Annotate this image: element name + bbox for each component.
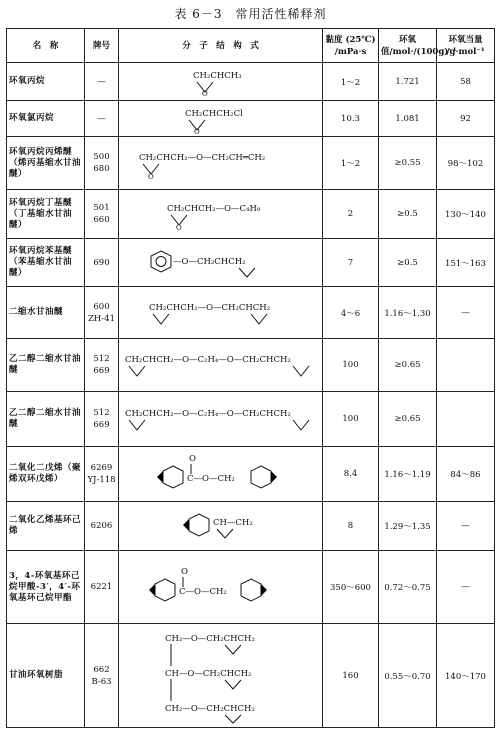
epoxide-ring-icon xyxy=(153,314,169,324)
epoxide-ring-icon xyxy=(225,645,241,654)
cell-epoxy-value: 1.16～1.30 xyxy=(379,287,437,339)
formula-text: CH₂CHCH₂—O—CH₂CHCH₂ xyxy=(148,302,270,313)
cell-equivalent: — xyxy=(437,551,495,624)
epoxide-ring-icon xyxy=(271,471,277,483)
cell-structure xyxy=(119,239,323,287)
structure-drawing xyxy=(121,562,321,612)
cell-code: 6221 xyxy=(85,551,119,624)
formula-text: CH₂—O—CH₂CHCH₂ xyxy=(164,703,255,714)
cell-epoxy-value: 1.29～1.35 xyxy=(379,502,437,551)
formula-text: C—O—CH₂ xyxy=(186,474,235,484)
table-row xyxy=(7,190,495,239)
cell-epoxy-value: 0.55～0.70 xyxy=(379,624,437,728)
header-epoxy-equivalent: 环氧当量 /g·mol⁻¹ xyxy=(437,29,495,63)
cell-structure xyxy=(119,63,323,101)
cell-structure xyxy=(119,287,323,339)
header-code: 牌号 xyxy=(85,29,119,63)
diluent-table xyxy=(6,28,495,728)
epoxide-ring-icon xyxy=(129,420,145,430)
cell-name: 二氧化乙烯基环己烯 xyxy=(7,502,85,551)
epoxide-ring-icon xyxy=(183,519,189,531)
cell-epoxy-value: ≥0.65 xyxy=(379,392,437,447)
cell-viscosity: 8 xyxy=(323,502,379,551)
structure-drawing xyxy=(121,103,321,135)
cell-viscosity: 100 xyxy=(323,392,379,447)
cell-code: 500 680 xyxy=(85,137,119,190)
cell-viscosity: 350～600 xyxy=(323,551,379,624)
cell-equivalent: 130～140 xyxy=(437,190,495,239)
table-row xyxy=(7,447,495,502)
cell-equivalent: 98～102 xyxy=(437,137,495,190)
cell-equivalent: — xyxy=(437,502,495,551)
cell-structure xyxy=(119,101,323,137)
cell-name: 二氧化二戊烯（聚烯双环戊烯） xyxy=(7,447,85,502)
table-row xyxy=(7,63,495,101)
cell-epoxy-value: 0.72～0.75 xyxy=(379,551,437,624)
cell-viscosity: 7 xyxy=(323,239,379,287)
cell-epoxy-value: ≥0.5 xyxy=(379,239,437,287)
cell-viscosity: 4～6 xyxy=(323,287,379,339)
cell-equivalent: 92 xyxy=(437,101,495,137)
benzene-ring-icon xyxy=(151,251,171,272)
cell-viscosity: 1～2 xyxy=(323,63,379,101)
cyclohexane-ring-icon xyxy=(189,514,209,536)
epoxide-ring-icon xyxy=(225,715,241,723)
cell-equivalent: 140～170 xyxy=(437,624,495,728)
cell-structure xyxy=(119,339,323,392)
benzene-circle-icon xyxy=(156,256,166,266)
cell-equivalent xyxy=(437,392,495,447)
cyclohexane-ring-icon xyxy=(163,466,183,488)
structure-drawing xyxy=(121,345,321,385)
cell-name: 环氧丙烷苯基醚（苯基缩水甘油醚） xyxy=(7,239,85,287)
cell-code: 512 669 xyxy=(85,339,119,392)
cell-code: — xyxy=(85,63,119,101)
cell-code: 512 669 xyxy=(85,392,119,447)
cell-code: 600 ZH-41 xyxy=(85,287,119,339)
formula-text: CH₂CHCH₂—O—C₂H₄—O—CH₂CHCH₂ xyxy=(124,409,291,419)
epoxide-ring-icon xyxy=(149,584,155,596)
cell-code: 6269 YJ-118 xyxy=(85,447,119,502)
epoxide-ring-icon xyxy=(225,680,241,689)
formula-text: CH₂—O—CH₂CHCH₂ xyxy=(164,633,255,644)
cell-viscosity: 2 xyxy=(323,190,379,239)
epoxide-o-label: O xyxy=(193,127,200,135)
cell-viscosity: 8.4 xyxy=(323,447,379,502)
formula-text: C—O—CH₂ xyxy=(178,587,227,597)
structure-drawing xyxy=(121,399,321,439)
formula-text: CH—CH₂ xyxy=(212,518,253,528)
table-row xyxy=(7,339,495,392)
header-row xyxy=(7,29,495,63)
cell-name: 甘油环氧树脂 xyxy=(7,624,85,728)
structure-drawing xyxy=(121,194,321,234)
cell-structure xyxy=(119,137,323,190)
cell-name: 乙二醇二缩水甘油醚 xyxy=(7,339,85,392)
cell-structure xyxy=(119,447,323,502)
structure-drawing xyxy=(121,505,321,547)
cell-epoxy-value: 1.721 xyxy=(379,63,437,101)
cell-code: — xyxy=(85,101,119,137)
cell-structure xyxy=(119,392,323,447)
formula-text: O xyxy=(188,454,196,464)
epoxide-ring-icon xyxy=(217,529,233,538)
epoxide-ring-icon xyxy=(293,366,309,376)
header-structure: 分 子 结 构 式 xyxy=(119,29,323,63)
cell-equivalent xyxy=(437,339,495,392)
cell-structure xyxy=(119,551,323,624)
table-row xyxy=(7,287,495,339)
cell-epoxy-value: ≥0.55 xyxy=(379,137,437,190)
epoxide-o-label: O xyxy=(175,224,182,232)
cell-structure xyxy=(119,624,323,728)
cell-epoxy-value: 1.081 xyxy=(379,101,437,137)
cell-name: 二缩水甘油醚 xyxy=(7,287,85,339)
header-name: 名 称 xyxy=(7,29,85,63)
formula-text: CH₂CHCH₂—O—CH₂CH═CH₂ xyxy=(138,153,265,163)
epoxide-ring-icon xyxy=(239,268,255,277)
cell-equivalent: — xyxy=(437,287,495,339)
table-row xyxy=(7,101,495,137)
cell-viscosity: 160 xyxy=(323,624,379,728)
cell-epoxy-value: ≥0.5 xyxy=(379,190,437,239)
cell-name: 环氧丙烷丁基醚（丁基缩水甘油醚） xyxy=(7,190,85,239)
cell-equivalent: 151～163 xyxy=(437,239,495,287)
formula-text: CH₂CHCH₂—O—C₂H₄—O—CH₂CHCH₂ xyxy=(124,355,291,365)
cell-epoxy-value: 1.16～1.19 xyxy=(379,447,437,502)
cell-viscosity: 100 xyxy=(323,339,379,392)
cell-name: 环氧氯丙烷 xyxy=(7,101,85,137)
cell-epoxy-value: ≥0.65 xyxy=(379,339,437,392)
cell-structure xyxy=(119,190,323,239)
table-title: 表 6－3 常用活性稀释剂 xyxy=(174,7,327,21)
cell-code: 501 660 xyxy=(85,190,119,239)
cell-code: 662 B-63 xyxy=(85,624,119,728)
epoxide-o-label: O xyxy=(201,89,208,98)
cell-code: 6206 xyxy=(85,502,119,551)
structure-drawing xyxy=(121,450,321,498)
epoxide-ring-icon xyxy=(129,366,145,376)
cell-name: 乙二醇二缩水甘油醚 xyxy=(7,392,85,447)
cell-viscosity: 10.3 xyxy=(323,101,379,137)
table-row xyxy=(7,624,495,728)
epoxide-ring-icon xyxy=(293,420,309,430)
formula-text: O xyxy=(180,567,188,577)
table-row xyxy=(7,551,495,624)
structure-drawing xyxy=(121,627,321,725)
table-row xyxy=(7,137,495,190)
formula-text: CH₂CHCH₃ xyxy=(192,70,242,81)
structure-drawing xyxy=(121,65,321,99)
cell-equivalent: 58 xyxy=(437,63,495,101)
structure-drawing xyxy=(121,293,321,333)
cell-name: 3，4-环氧基环己烷甲酸-3′，4′-环氧基环己烷甲酯 xyxy=(7,551,85,624)
formula-text: CH₂CHCH₂Cl xyxy=(184,108,243,119)
table-row xyxy=(7,239,495,287)
epoxide-ring-icon xyxy=(261,584,267,596)
structure-drawing xyxy=(121,243,321,283)
cell-name: 环氧丙烷丙烯醚（烯丙基缩水甘油醚） xyxy=(7,137,85,190)
formula-text: CH—O—CH₂CHCH₂ xyxy=(164,668,251,679)
epoxide-o-label: O xyxy=(147,173,154,181)
header-viscosity: 黏度 (25℃) /mPa·s xyxy=(323,29,379,63)
cell-equivalent: 84～86 xyxy=(437,447,495,502)
header-epoxy-value: 环氧值/mol·/(100g)⁻¹ xyxy=(379,29,437,63)
cell-structure xyxy=(119,502,323,551)
formula-text: CH₂CHCH₂—O—C₄H₉ xyxy=(166,204,260,214)
cell-viscosity: 1～2 xyxy=(323,137,379,190)
table-row xyxy=(7,392,495,447)
cell-code: 690 xyxy=(85,239,119,287)
table-row xyxy=(7,502,495,551)
epoxide-ring-icon xyxy=(251,314,267,324)
cyclohexane-ring-icon xyxy=(251,466,271,488)
structure-drawing xyxy=(121,143,321,183)
cell-name: 环氧丙烷 xyxy=(7,63,85,101)
cyclohexane-ring-icon xyxy=(155,579,175,601)
cyclohexane-ring-icon xyxy=(241,579,261,601)
formula-text: —O—CH₂CHCH₂ xyxy=(172,256,246,267)
epoxide-ring-icon xyxy=(157,471,163,483)
